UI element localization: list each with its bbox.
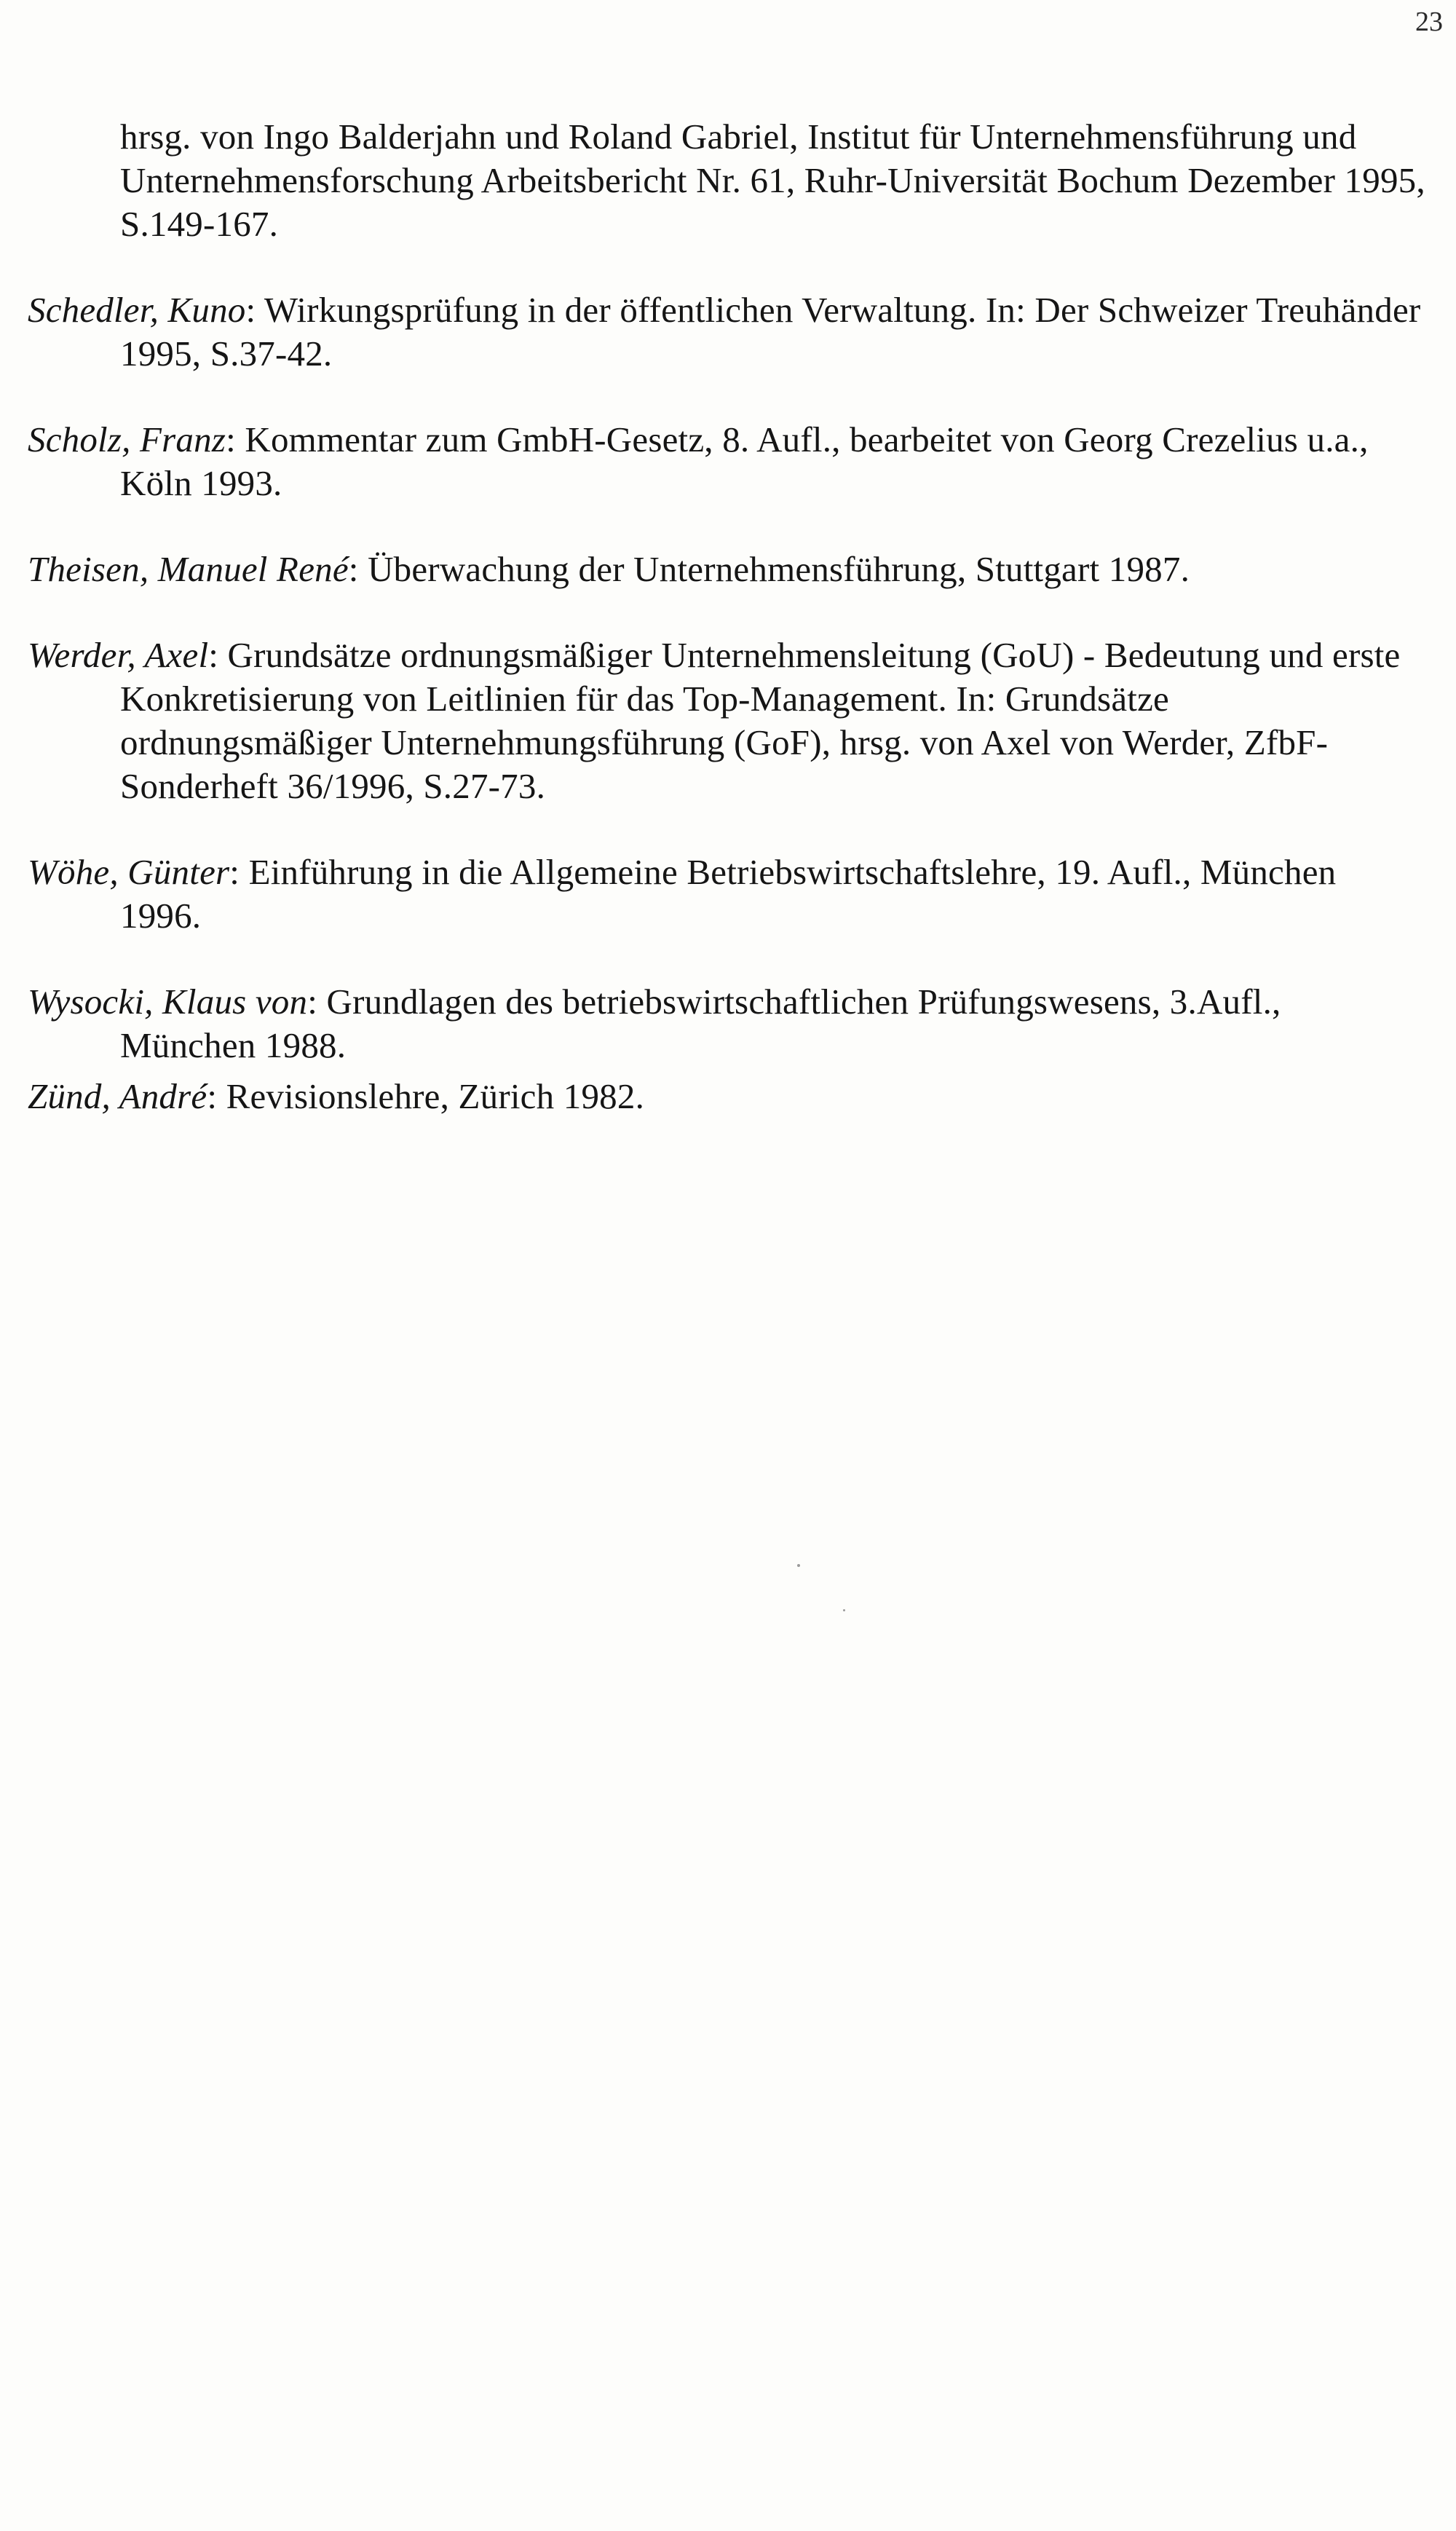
entry-author: Zünd, André bbox=[28, 1076, 207, 1116]
entry-text: Grundsätze ordnungsmäßiger Unternehmensleitung (GoU) - Bedeutung und erste Konkretisierung von Leitlinien für das Top-Management. In: Grundsätze ordnungsmäßiger Unternehmungsführung (GoF), hrsg. von Axel von Werder, ZfbF-Sonderheft 36/1996, S.27-73. bbox=[120, 635, 1401, 806]
entry-separator: : bbox=[245, 290, 264, 330]
bibliography-list bbox=[28, 115, 1425, 1161]
entry-separator: : bbox=[307, 982, 327, 1022]
entry-text: Revisionslehre, Zürich 1982. bbox=[226, 1076, 645, 1116]
entry-author: Wöhe, Günter bbox=[28, 852, 230, 892]
bibliography-entry-woehe bbox=[28, 850, 1425, 938]
entry-separator: : bbox=[229, 852, 249, 892]
bibliography-entry-zuend bbox=[28, 1075, 1425, 1118]
bibliography-entry-wysocki bbox=[28, 980, 1425, 1067]
scan-speck bbox=[843, 1609, 845, 1611]
entry-author: Schedler, Kuno bbox=[28, 290, 246, 330]
entry-separator: : bbox=[226, 419, 245, 459]
entry-separator: : bbox=[208, 635, 228, 675]
bibliography-entry-continuation bbox=[28, 115, 1425, 246]
entry-text: Überwachung der Unternehmensführung, Stuttgart 1987. bbox=[368, 549, 1190, 589]
entry-text: hrsg. von Ingo Balderjahn und Roland Gabriel, Institut für Unternehmensführung und Unternehmensforschung Arbeitsbericht Nr. 61, Ruhr-Universität Bochum Dezember 1995, S.149-167. bbox=[120, 117, 1425, 244]
entry-text: Grundlagen des betriebswirtschaftlichen Prüfungswesens, 3.Aufl., München 1988. bbox=[120, 982, 1281, 1065]
entry-text: Kommentar zum GmbH-Gesetz, 8. Aufl., bearbeitet von Georg Crezelius u.a., Köln 1993. bbox=[120, 419, 1369, 503]
entry-author: Werder, Axel bbox=[28, 635, 209, 675]
bibliography-entry-theisen bbox=[28, 548, 1425, 591]
entry-author: Wysocki, Klaus von bbox=[28, 982, 308, 1022]
bibliography-entry-werder bbox=[28, 633, 1425, 808]
entry-separator: : bbox=[348, 549, 368, 589]
scan-speck bbox=[797, 1564, 800, 1567]
page-number: 23 bbox=[1415, 7, 1443, 37]
entry-author: Theisen, Manuel René bbox=[28, 549, 349, 589]
entry-text: Einführung in die Allgemeine Betriebswirtschaftslehre, 19. Aufl., München 1996. bbox=[120, 852, 1337, 936]
bibliography-entry-schedler bbox=[28, 288, 1425, 376]
bibliography-entry-scholz bbox=[28, 418, 1425, 505]
entry-text: Wirkungsprüfung in der öffentlichen Verwaltung. In: Der Schweizer Treuhänder 1995, S.37-42. bbox=[120, 290, 1421, 374]
entry-author: Scholz, Franz bbox=[28, 419, 226, 459]
entry-separator: : bbox=[207, 1076, 226, 1116]
